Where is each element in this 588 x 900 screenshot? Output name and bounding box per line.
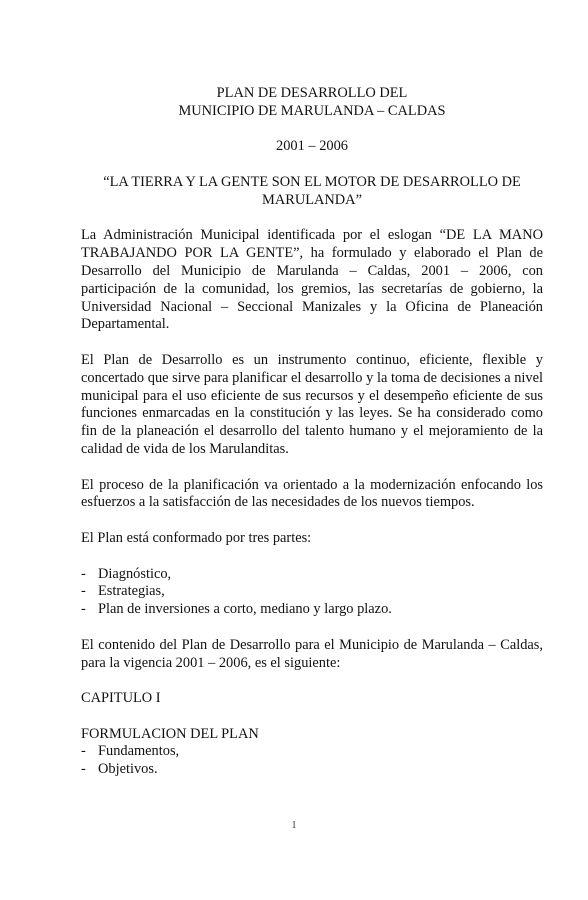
- page-number: 1: [291, 820, 297, 831]
- paragraph-contents: El contenido del Plan de Desarrollo para el Municipio de Marulanda – Caldas, para la vigencia 2001 – 2006, es el siguiente:: [81, 636, 543, 671]
- list-item: [81, 761, 543, 779]
- section-items-list: [81, 743, 543, 779]
- list-item: [81, 566, 543, 584]
- list-item: [81, 743, 543, 761]
- doc-title-line1: PLAN DE DESARROLLO DEL: [216, 85, 408, 101]
- list-item: [81, 601, 543, 619]
- chapter-heading: CAPITULO I: [81, 690, 161, 707]
- doc-period: 2001 – 2006: [276, 138, 348, 155]
- page-content: [81, 85, 543, 779]
- list-item-text: Fundamentos,: [98, 743, 180, 760]
- dash-marker: -: [81, 743, 86, 760]
- paragraph-definition: El Plan de Desarrollo es un instrumento continuo, eficiente, flexible y concertado que sirve para planificar el desarrollo y la toma de decisiones a nivel municipal para el uso eficiente de sus recursos y el desempeño eficiente de sus funciones enmarcadas en la constitución y las leyes. Se ha considerado como fin de la planeación el desarrollo del talento humano y el mejoramiento de la calidad de vida de los Marulanditas.: [81, 351, 543, 457]
- dash-marker: -: [81, 761, 86, 778]
- paragraph-process: El proceso de la planificación va orientado a la modernización enfocando los esfuerzos a la satisfacción de las necesidades de los nuevos tiempos.: [81, 476, 543, 511]
- dash-marker: -: [81, 583, 86, 600]
- section-heading: FORMULACION DEL PLAN: [81, 725, 259, 742]
- list-item-text: Diagnóstico,: [98, 565, 172, 582]
- doc-motto: “LA TIERRA Y LA GENTE SON EL MOTOR DE DESARROLLO DE MARULANDA”: [103, 173, 521, 208]
- list-item-text: Plan de inversiones a corto, mediano y largo plazo.: [98, 601, 392, 618]
- parts-list: [81, 566, 543, 619]
- list-item: [81, 583, 543, 601]
- doc-title-line2: MUNICIPIO DE MARULANDA – CALDAS: [178, 102, 446, 119]
- list-item-text: Estrategias,: [98, 583, 165, 600]
- paragraph-intro: La Administración Municipal identificada por el eslogan “DE LA MANO TRABAJANDO POR LA GENTE”, ha formulado y elaborado el Plan de Desarrollo del Municipio de Marulanda – Caldas, 2001 – 2006, con participación de la comunidad, los gremios, las secretarías de gobierno, la Universidad Nacional – Seccional Manizales y la Oficina de Planeación Departamental.: [81, 227, 543, 333]
- dash-marker: -: [81, 565, 86, 582]
- paragraph-parts-intro: El Plan está conformado por tres partes:: [81, 529, 312, 546]
- dash-marker: -: [81, 601, 86, 618]
- list-item-text: Objetivos.: [98, 761, 158, 778]
